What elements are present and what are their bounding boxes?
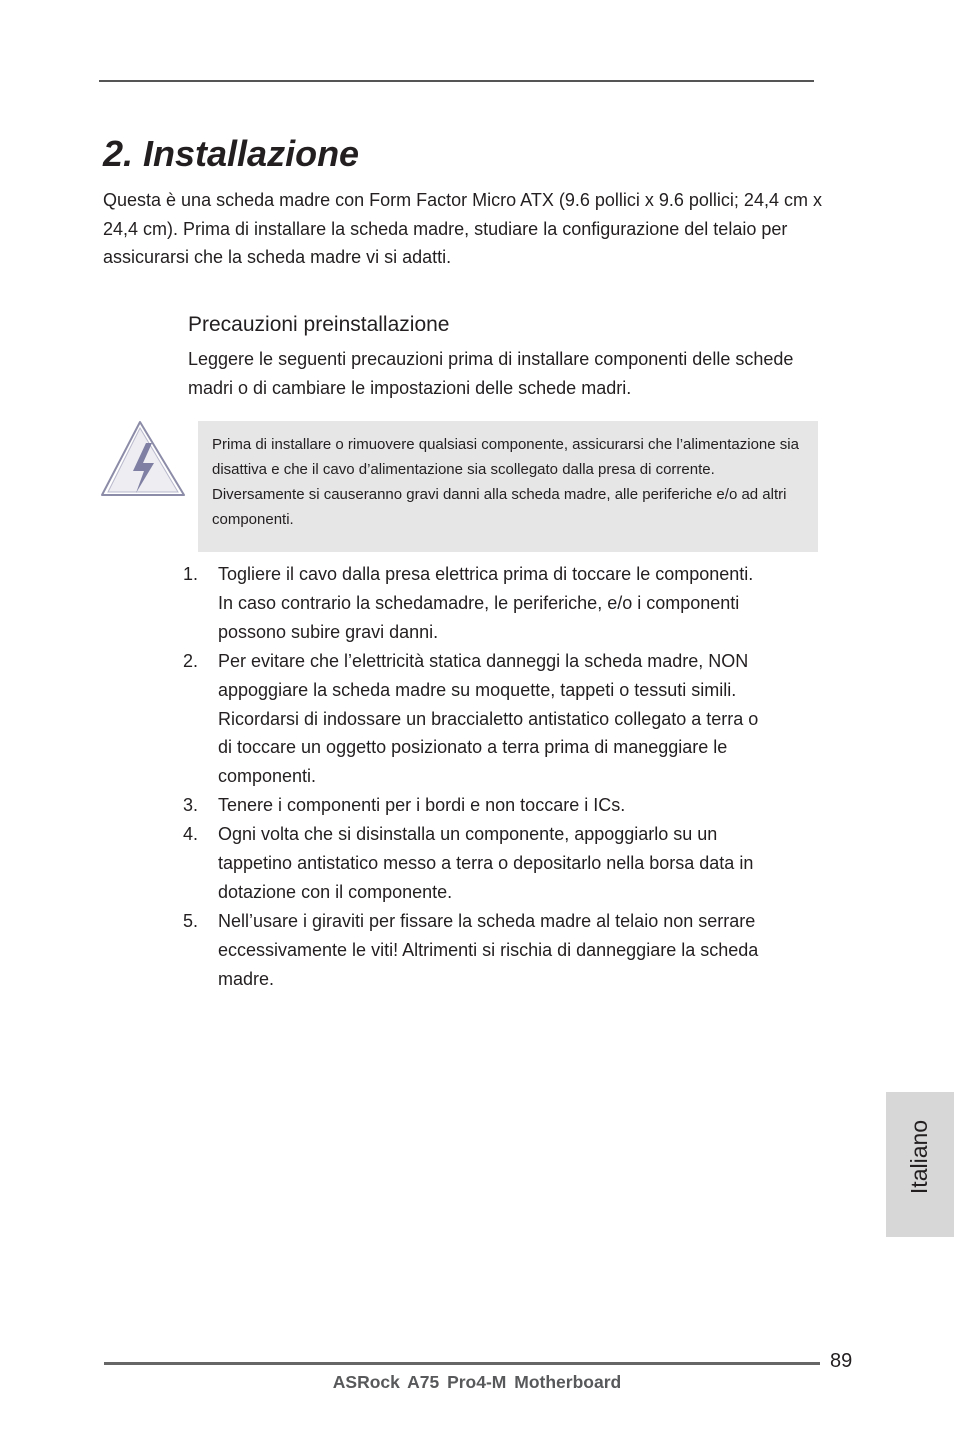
intro-paragraph: Questa è una scheda madre con Form Factor Micro ATX (9.6 pollici x 9.6 pollici; 24,4 cm x 24,4 cm). Prima di installare la scheda madre, studiare la configurazione del telaio per assicurarsi che la scheda madre vi si adatti. [103,190,822,267]
warning-lightning-icon [100,419,186,499]
page-title: 2. Installazione [103,133,360,174]
page-number: 89 [830,1350,853,1372]
list-item-text: Togliere il cavo dalla presa elettrica prima di toccare le componenti. In caso contrario la schedamadre, le periferiche, e/o i componenti possono subire gravi danni. [218,564,754,642]
list-item-number: 4. [183,824,199,845]
top-rule [99,80,814,82]
list-item-text: Ogni volta che si disinstalla un componente, appoggiarlo su un tappetino antistatico messo a terra o depositarlo nella borsa data in dotazione con il componente. [218,824,754,902]
list-item-number: 1. [183,564,199,584]
section-body: Leggere le seguenti precauzioni prima di installare componenti delle schede madri o di cambiare le impostazioni delle schede madri. [188,349,794,398]
section-heading: Precauzioni preinstallazione [188,313,450,336]
list-item [183,560,773,647]
list-item-text: Tenere i componenti per i bordi e non toccare i ICs. [218,795,626,816]
list-item-text: Nell’usare i giraviti per fissare la scheda madre al telaio non serrare eccessivamente le viti! Altrimenti si rischia di danneggiare la scheda madre. [218,910,759,989]
list-item [183,791,773,820]
warning-box [198,421,818,552]
list-item-number: 2. [183,650,199,671]
list-item-number: 3. [183,795,199,816]
list-item [183,907,773,994]
list-item [183,647,773,792]
list-item-number: 5. [183,910,199,931]
precaution-steps [183,560,773,994]
language-tab-label: Italiano [906,1119,932,1195]
footer-product-name: ASRock A75 Pro4-M Motherboard [332,1372,622,1392]
list-item-text: Per evitare che l’elettricità statica danneggi la scheda madre, NON appoggiare la scheda madre su moquette, tappeti o tessuti simili. Ricordarsi di indossare un braccialetto antistatico collegato a terra o di toccare un oggetto posizionato a terra prima di maneggiare le componenti. [218,650,759,787]
bottom-rule [104,1362,820,1365]
list-item [183,820,773,907]
warning-text: Prima di installare o rimuovere qualsiasi componente, assicurarsi che l’alimentazione sia disattiva e che il cavo d’alimentazione sia scollegato dalla presa di corrente. Diversamente si causeranno gravi danni alla scheda madre, alle periferiche e/o ad altri componenti. [212,436,799,528]
